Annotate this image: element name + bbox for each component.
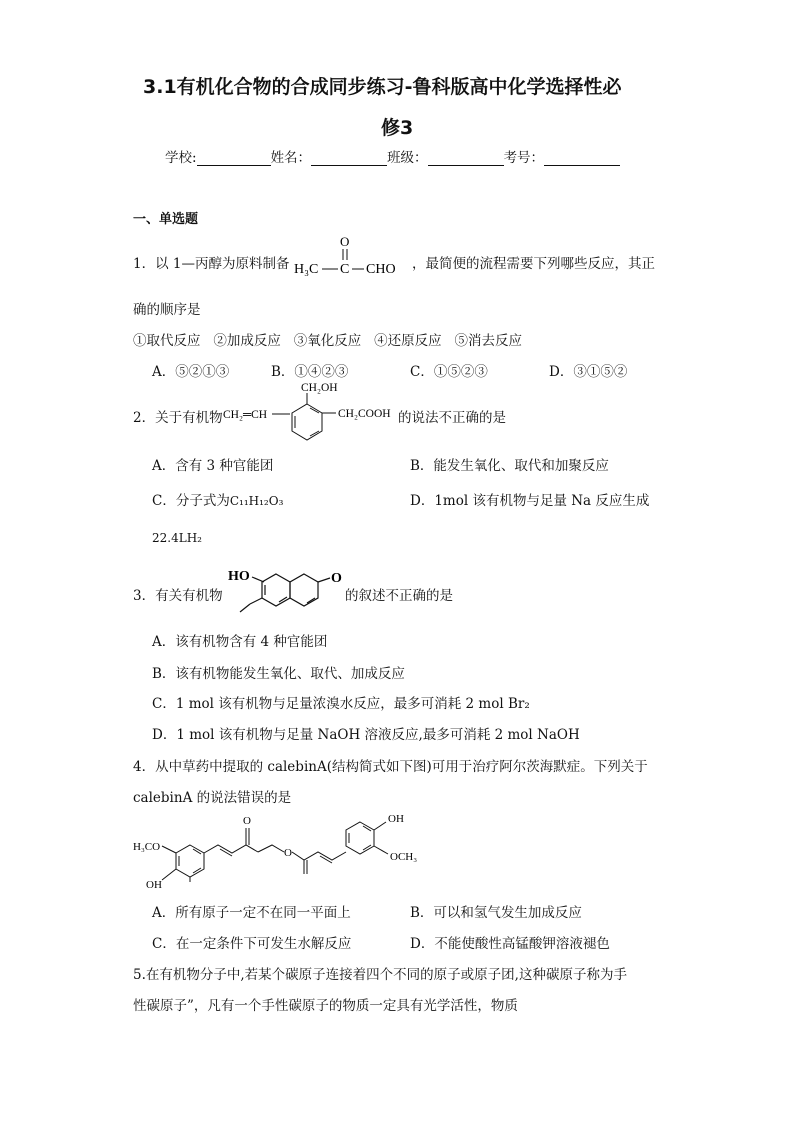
name-label: 姓名： (270, 150, 312, 166)
page-title-line1: 3.1有机化合物的合成同步练习-鲁科版高中化学选择性必 (143, 76, 622, 98)
q1-formula (292, 232, 412, 278)
q1-option-b[interactable]: B．①④②③ (271, 364, 349, 380)
q2-option-a[interactable]: A．含有 3 种官能团 (152, 458, 274, 474)
q4-struct-och3: OCH₃ (390, 851, 418, 863)
section-heading: 一、单选题 (133, 212, 199, 227)
q1-stem-post: ，最简便的流程需要下列哪些反应，其正 (412, 256, 655, 272)
q2-struct-right: CH₂COOH (338, 408, 391, 420)
q4-struct-oh-left: OH (146, 879, 162, 891)
q4-option-d[interactable]: D．不能使酸性高锰酸钾溶液褪色 (410, 936, 610, 952)
q4-struct-o-ester: O (284, 847, 292, 859)
page-title-line2: 修3 (381, 117, 414, 139)
q1-option-a[interactable]: A．⑤②①③ (152, 364, 230, 380)
q4-stem-line1: 4．从中草药中提取的 calebinA(结构简式如下图)可用于治疗阿尔茨海默症。下列关于 (133, 759, 648, 775)
q2-option-d-cont: 22.4LH₂ (152, 531, 202, 545)
q4-option-a[interactable]: A．所有原子一定不在同一平面上 (152, 905, 351, 921)
q1-stem-line2: 确的顺序是 (133, 302, 201, 318)
q3-option-a[interactable]: A．该有机物含有 4 种官能团 (152, 634, 328, 650)
q4-option-c[interactable]: C．在一定条件下可发生水解反应 (152, 936, 352, 952)
q3-stem-pre: 3．有关有机物 (133, 588, 223, 604)
q1-formula-c: C (340, 262, 350, 277)
q5-stem-line2: 性碳原子”，凡有一个手性碳原子的物质一定具有光学活性，物质 (133, 998, 518, 1014)
q1-formula-o: O (340, 234, 350, 249)
q3-struct-o: O (331, 571, 342, 586)
q3-structure (224, 562, 350, 614)
q2-option-c-formula: C₁₁H₁₂O₃ (229, 494, 284, 508)
class-label: 班级： (387, 150, 428, 166)
q4-option-b[interactable]: B．可以和氢气发生加成反应 (410, 905, 582, 921)
exam-no-blank[interactable] (544, 151, 620, 166)
q4-struct-o-keto: O (243, 815, 251, 827)
school-label: 学校: (165, 150, 197, 166)
q2-struct-left: CH₂═CH (223, 409, 268, 421)
q3-option-b[interactable]: B．该有机物能发生氧化、取代、加成反应 (152, 666, 405, 682)
q1-formula-left: H₃C (294, 262, 319, 277)
q2-struct-top: CH₂OH (301, 382, 338, 394)
student-info (165, 146, 620, 166)
q4-struct-oh-right: OH (388, 813, 404, 825)
q2-stem-post: 的说法不正确的是 (398, 410, 506, 426)
q1-reactions: ①取代反应 ②加成反应 ③氧化反应 ④还原反应 ⑤消去反应 (133, 333, 522, 349)
q3-stem-post: 的叙述不正确的是 (345, 588, 453, 604)
exam-no-label: 考号： (503, 150, 545, 166)
q1-option-d[interactable]: D．③①⑤② (549, 364, 628, 380)
q2-option-b[interactable]: B．能发生氧化、取代和加聚反应 (410, 458, 609, 474)
q1-stem-pre: 1．以 1—丙醇为原料制备 (133, 256, 290, 272)
q4-stem-line2: calebinA 的说法错误的是 (133, 790, 292, 806)
q3-option-c[interactable]: C．1 mol 该有机物与足量浓溴水反应，最多可消耗 2 mol Br₂ (152, 696, 530, 712)
q1-option-c[interactable]: C．①⑤②③ (410, 364, 488, 380)
q3-option-d[interactable]: D．1 mol 该有机物与足量 NaOH 溶液反应,最多可消耗 2 mol NaOH (152, 727, 580, 743)
q4-struct-ch3o: H₃CO (133, 841, 161, 853)
q2-stem-pre: 2．关于有机物 (133, 410, 223, 426)
q2-option-c[interactable] (152, 489, 283, 509)
class-blank[interactable] (428, 151, 504, 166)
q2-option-c-label: C．分子式为 (152, 493, 230, 509)
q3-struct-ho: HO (228, 569, 250, 584)
q5-stem-line1: 5.在有机物分子中,若某个碳原子连接着四个不同的原子或原子团,这种碳原子称为手 (133, 967, 627, 983)
q1-formula-right: CHO (366, 262, 396, 277)
q2-structure (222, 380, 402, 442)
name-blank[interactable] (311, 151, 387, 166)
q2-option-d[interactable]: D．1mol 该有机物与足量 Na 反应生成 (410, 493, 650, 509)
q4-structure (132, 808, 452, 894)
school-blank[interactable] (197, 151, 271, 166)
